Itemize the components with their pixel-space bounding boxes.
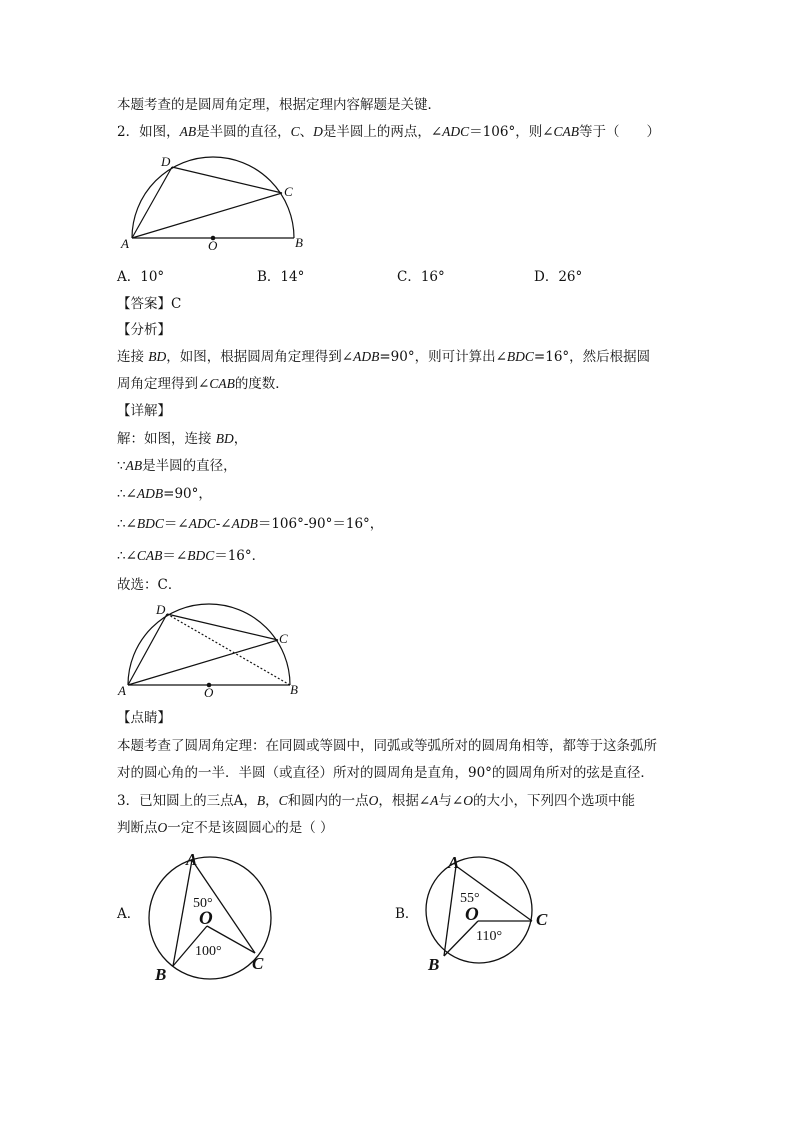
- q3a-angle-o: 100°: [195, 944, 222, 959]
- q3-1h: O: [368, 793, 379, 808]
- option-d[interactable]: D．26°: [534, 269, 583, 285]
- fig2-label-a: A: [118, 683, 126, 698]
- a1g: =16°，然后根据圆: [533, 349, 651, 365]
- fig1-label-b: B: [295, 235, 303, 250]
- a1c: ，如图，根据圆周角定理得到∠: [166, 349, 354, 365]
- answer-text: 【答案】C: [117, 296, 182, 312]
- analysis-title-text: 【分析】: [117, 322, 171, 338]
- d1c: ，: [233, 431, 248, 447]
- detail-title-text: 【详解】: [117, 403, 171, 419]
- q2-end: 等于（ ）: [579, 124, 661, 140]
- d5a: ∴∠: [117, 548, 137, 564]
- d5d: BDC: [187, 548, 215, 563]
- q3-2c: 一定不是该圆圆心的是（ ）: [167, 820, 334, 836]
- d4e: -∠: [215, 516, 232, 532]
- q3-1m: 的大小，下列四个选项中能: [472, 793, 635, 809]
- fig1-label-o: O: [208, 238, 218, 253]
- d3b: ADB: [136, 486, 164, 501]
- q3-b-label-text: B．: [395, 906, 419, 922]
- q2-adc: ADC: [442, 124, 470, 139]
- choice-text: 故选：C．: [117, 577, 182, 593]
- fig1-label-c: C: [284, 184, 293, 199]
- d4g: ＝106°-90°＝16°，: [257, 516, 384, 532]
- q3b-label-b: B: [428, 955, 440, 974]
- d4f: ADB: [231, 516, 258, 531]
- q2-mid3: ＝106°，则∠: [469, 124, 554, 140]
- q3a-label-o: O: [199, 908, 213, 929]
- d4a: ∴∠: [117, 516, 137, 532]
- q3-1f: C: [278, 793, 288, 808]
- d5e: ＝16°．: [214, 548, 266, 564]
- d4c: ＝∠: [163, 516, 189, 532]
- q2-mid2: 是半圆上的两点，∠: [322, 124, 443, 140]
- intro-text: 本题考查的是圆周角定理，根据定理内容解题是关键．: [117, 97, 441, 113]
- d3c: =90°，: [163, 486, 212, 502]
- q3-2b: O: [157, 820, 168, 835]
- a1a: 连接: [117, 349, 149, 365]
- q3a-label-a: A: [186, 850, 198, 869]
- q2-sep: 、: [299, 124, 314, 140]
- option-b[interactable]: B．14°: [257, 269, 305, 285]
- q3b-bo: [444, 921, 478, 956]
- q3-1a: 3．已知圆上的三点: [117, 793, 234, 809]
- fig2-label-o: O: [204, 685, 214, 700]
- q3a-label-b: B: [155, 965, 167, 984]
- q3b-angle-o: 110°: [476, 929, 503, 944]
- a2a: 周角定理得到∠: [117, 376, 210, 392]
- q3b-ab: [444, 866, 456, 956]
- p2-text: 对的圆心角的一半．半圆（或直径）所对的圆周角是直角，90°的圆周角所对的弦是直径．: [117, 765, 654, 781]
- d4b: BDC: [136, 516, 164, 531]
- q3-2a: 判断点: [117, 820, 158, 836]
- d1b: BD: [215, 431, 234, 446]
- q3-1b: A: [233, 793, 244, 809]
- d5c: ＝∠: [162, 548, 188, 564]
- q2-prefix: 2．如图，: [117, 124, 180, 140]
- q3b-label-c: C: [536, 910, 548, 929]
- d3a: ∴∠: [117, 486, 137, 502]
- fig2-label-b: B: [290, 682, 298, 697]
- a2c: 的度数．: [234, 376, 289, 392]
- fig2-label-c: C: [279, 631, 288, 646]
- p1-text: 本题考查了圆周角定理：在同圆或等圆中，同弧或等弧所对的圆周角相等，都等于这条弧所: [117, 738, 657, 754]
- q3-1c: ，: [243, 793, 257, 809]
- a1e: =90°，则可计算出∠: [379, 349, 507, 365]
- q3a-angle-a: 50°: [193, 896, 213, 911]
- d1a: 解：如图，连接: [117, 431, 216, 447]
- q3-a-label-text: A．: [117, 906, 141, 922]
- q3-1g: 和圆内的一点: [287, 793, 369, 809]
- fig1-label-d: D: [161, 154, 171, 169]
- q3-1k: 与∠: [438, 793, 464, 809]
- q3-1i: ，根据∠: [378, 793, 431, 809]
- q3b-angle-a: 55°: [460, 891, 480, 906]
- q2-d: D: [313, 124, 323, 139]
- a1b: BD: [148, 349, 167, 364]
- fig1-label-a: A: [121, 236, 129, 251]
- a1f: BDC: [506, 349, 534, 364]
- q3-1l: O: [463, 793, 473, 808]
- d4d: ADC: [188, 516, 216, 531]
- q2-ab: AB: [179, 124, 197, 139]
- q3b-label-o: O: [465, 904, 479, 925]
- q2-mid1: 是半圆的直径，: [196, 124, 291, 140]
- q2-c: C: [290, 124, 300, 139]
- d2b: AB: [125, 458, 143, 473]
- option-c[interactable]: C．16°: [397, 269, 445, 285]
- q3-1e: ，: [265, 793, 279, 809]
- q3a-label-c: C: [252, 954, 264, 973]
- a1d: ADB: [353, 349, 380, 364]
- d5b: CAB: [136, 548, 163, 563]
- a2b: CAB: [209, 376, 235, 391]
- option-a[interactable]: A．10°: [117, 269, 165, 285]
- q3-1d: B: [256, 793, 266, 808]
- fig2-label-d: D: [156, 602, 166, 617]
- q3-1j: A: [430, 793, 439, 808]
- d2c: 是半圆的直径，: [142, 458, 237, 474]
- q2-cab: CAB: [553, 124, 580, 139]
- d2a: ∵: [117, 458, 126, 474]
- q3b-label-a: A: [448, 853, 460, 872]
- point-title-text: 【点睛】: [117, 710, 171, 726]
